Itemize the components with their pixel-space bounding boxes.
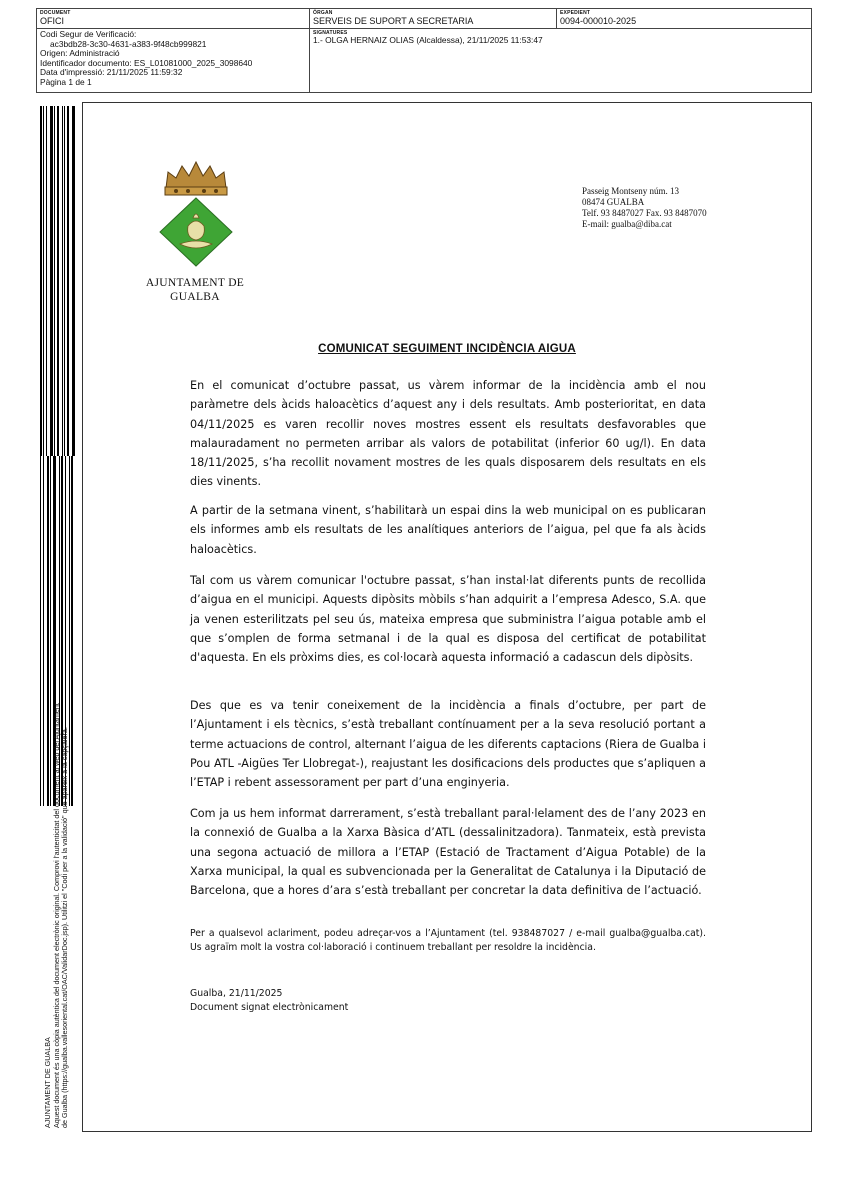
barcode-bar	[72, 106, 75, 456]
organ-cell	[310, 9, 557, 29]
barcode-bar	[71, 456, 73, 806]
town-name	[130, 276, 260, 304]
verification-code: ac3bdb28-3c30-4631-a383-9f48cb999821	[50, 38, 207, 49]
side-text-line: de Gualba (https://gualba.vallesoriental.cat/OAC/ValidarDoc.jsp). Utilitzi el "Codi per a la validació" que apareix a la capçalera.	[60, 727, 70, 1128]
expedient-cell	[557, 9, 812, 29]
document-title: COMUNICAT SEGUIMENT INCIDÈNCIA AIGUA	[318, 343, 576, 355]
signature-entry: 1.- OLGA HERNAIZ OLIAS (Alcaldessa), 21/11/2025 11:53:47	[313, 35, 543, 45]
expedient-value: 0094-000010-2025	[560, 16, 637, 26]
address-line: E-mail: gualba@diba.cat	[582, 219, 672, 229]
barcode-bar	[64, 106, 65, 456]
signatures-label: SIGNATURES	[313, 30, 348, 36]
signatures-cell	[310, 29, 812, 93]
address-line: Passeig Montseny núm. 13	[582, 186, 680, 196]
barcode-bar	[43, 106, 44, 456]
document-header	[36, 8, 812, 93]
validation-side-text	[44, 608, 70, 1128]
place-date: Gualba, 21/11/2025	[190, 988, 283, 999]
paragraph-5: Com ja us hem informat darrerament, s’està treballant paral·lelament des de l’any 2023 en la connexió de Gualba a la Xarxa Bàsica d’ATL (dessalinitzadora). Tanmateix, està prevista una segona actuació de millora a l’ETAP (Estació de Tractament d’Aigua Potable) de la Xarxa municipal, la qual es subvencionada per la Generalitat de Catalunya i la Diputació de Barcelona, que a hores d’ara s’està treballant per concretar la data definitiva de l’actuació.	[190, 807, 706, 898]
verification-cell	[37, 29, 310, 93]
identifier-text: Identificador documento: ES_L01081000_2025_3098640	[40, 57, 253, 68]
town-name-line: GUALBA	[170, 291, 220, 303]
origin-text: Origen: Administració	[40, 48, 120, 59]
side-text-line: AJUNTAMENT DE GUALBA	[43, 1037, 52, 1128]
barcode-bar	[54, 106, 55, 456]
paragraph-3: Tal com us vàrem comunicar l'octubre passat, s’han instal·lat diferents punts de recollida d’aigua en el municipi. Aquests dipòsits mòbils s’han adquirit a l’empresa Adesco, S.A. que ja venen esterilitzats pel seu ús, mateixa empresa que subministra l’aigua potable amb el que s’omplen de forma setmanal i de la qual es disposa del certificat de potabilitat d'aquesta. En els pròxims dies, es col·locarà aquesta informació a cadascun dels dipòsits.	[190, 574, 706, 665]
address-line: Telf. 93 8487027 Fax. 93 8487070	[582, 208, 707, 218]
barcode-bar	[62, 106, 63, 456]
barcode-bar	[57, 106, 59, 456]
address-block	[582, 186, 707, 230]
organ-label: ÒRGAN	[313, 10, 333, 16]
barcode-bar	[67, 106, 69, 456]
barcode-bar	[40, 106, 42, 456]
organ-value: SERVEIS DE SUPORT A SECRETARIA	[313, 16, 474, 26]
signed-note: Document signat electrònicament	[190, 1002, 349, 1014]
verification-label: Codi Segur de Verificació:	[40, 29, 137, 39]
closing-block	[190, 987, 348, 1015]
barcode-bar	[50, 106, 53, 456]
barcode	[40, 106, 76, 456]
print-date: Data d'impressió: 21/11/2025 11:59:32	[40, 67, 183, 78]
document-label: DOCUMENT	[40, 10, 71, 16]
expedient-label: EXPEDIENT	[560, 10, 591, 16]
address-line: 08474 GUALBA	[582, 197, 645, 207]
paragraph-2: A partir de la setmana vinent, s’habilitarà un espai dins la web municipal on es publicaran els informes amb els resultats de les analítiques anteriors de l’aigua, pel que fa als àcids haloacètics.	[190, 504, 706, 556]
contact-paragraph: Per a qualsevol aclariment, podeu adreçar-vos a l’Ajuntament (tel. 938487027 / e-mail gualba@gualba.cat). Us agraïm molt la vostra col·laboració i continuem treballant per resoldre la incidència.	[190, 928, 706, 954]
page-info: Pàgina 1 de 1	[40, 76, 92, 87]
paragraph-1: En el comunicat d’octubre passat, us vàrem informar de la incidència amb el nou paràmetre dels àcids haloacètics d’aquest any i dels resultats. Amb posterioritat, en data 04/11/2025 es varen recollir noves mostres essent els resultats desfavorables que malauradament no permeten arribar als valors de potabilitat (inferior 60 ug/l). En data 18/11/2025, s’ha recollit novament mostres de les quals disposarem dels resultats en els dies vinents.	[190, 379, 706, 489]
barcode-bar	[40, 456, 41, 806]
barcode-bar	[46, 106, 47, 456]
document-type-cell	[37, 9, 310, 29]
town-name-line: AJUNTAMENT DE	[145, 277, 245, 289]
coat-of-arms-icon	[158, 160, 234, 270]
side-text-line: Aquest document és una còpia autèntica del document electrònic original. Comprovi l'autenticitat del document al web del Ajuntament	[51, 703, 61, 1128]
document-value: OFICI	[40, 16, 64, 26]
paragraph-4: Des que es va tenir coneixement de la incidència a finals d’octubre, per part de l’Ajuntament i els tècnics, s’està treballant contínuament per a la seva resolució portant a terme actuacions de control, alternant l’aigua de les diferents captacions (Riera de Gualba i Pou ATL -Aigües Ter Llobregat-), reajustant les dosificacions dels productes que s’apliquen a l’ETAP i rebent assessorament per part d’una enginyeria.	[190, 699, 706, 790]
